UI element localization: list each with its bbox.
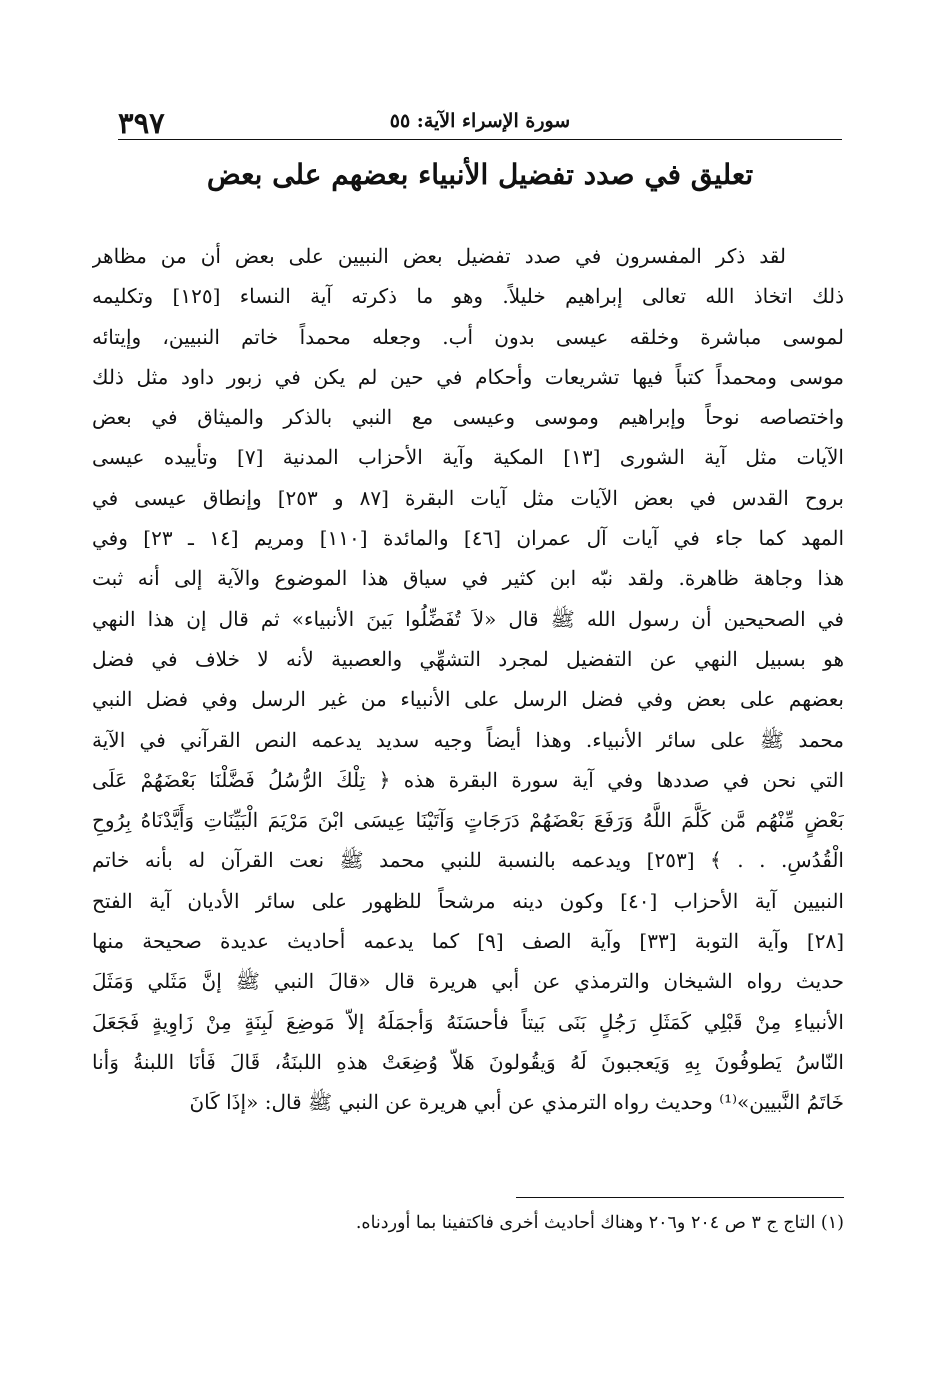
footnote-rule bbox=[516, 1197, 844, 1198]
body-line: التي نحن في صددها وفي آية سورة البقرة هذه ﴿ تِلْكَ الرُّسُلُ فَضَّلْنَا بَعْضَهُمْ عَلَى bbox=[92, 767, 844, 792]
body-line: حديث رواه الشيخان والترمذي عن أبي هريرة قال «قالَ النبي ﷺ إنَّ مَثَلي وَمَثَلَ bbox=[92, 969, 844, 994]
footnote: (١) التاج ج ٣ ص ٢٠٤ و٢٠٦ وهناك أحاديث أخرى فاكتفينا بما أوردناه. bbox=[355, 1213, 844, 1233]
page-header bbox=[118, 96, 842, 140]
body-line: بعضهم على بعض وفي فضل الرسل على الأنبياء من غير الرسل وفي فضل النبي bbox=[92, 687, 844, 712]
running-head: سورة الإسراء الآية: ٥٥ bbox=[389, 110, 571, 132]
body-line: الْقُدُسِ. . . ﴾ [٢٥٣] ويدعمه بالنسبة للنبي محمد ﷺ نعت القرآن له بأنه خاتم bbox=[92, 848, 844, 873]
body-line: لقد ذكر المفسرون في صدد تفضيل بعض النبيين على بعض أن من مظاهر bbox=[92, 244, 786, 268]
header-rule bbox=[118, 139, 842, 140]
body-line: النّاسُ يَطوفُونَ بِهِ وَيَعجبونَ لَهُ وَيقُولونَ هَلاّ وُضِعَتْ هذهِ اللبنَةُ، قَالَ فَأنَا اللبنةُ وَأنا bbox=[92, 1049, 844, 1074]
body-line: النبيين آية الأحزاب [٤٠] وكون دينه مرشحاً للظهور على سائر الأديان آية الفتح bbox=[92, 888, 844, 913]
body-line: محمد ﷺ على سائر الأنبياء. وهذا أيضاً وجيه سديد يدعمه النص القرآني في الآية bbox=[92, 727, 844, 752]
body-line: لموسى مباشرة وخلقه عيسى بدون أب. وجعله محمداً خاتم النبيين، وإيتائه bbox=[92, 324, 844, 349]
body-line: ذلك اتخاذ الله تعالى إبراهيم خليلاً. وهو ما ذكرته آية النساء [١٢٥] وتكليمه bbox=[92, 284, 844, 309]
body-line: في الصحيحين أن رسول الله ﷺ قال «لاَ تُفَضِّلُوا بَينَ الأنبياء» ثم قال إن هذا النهي bbox=[92, 606, 844, 631]
section-heading: تعليق في صدد تفضيل الأنبياء بعضهم على بعض bbox=[206, 158, 754, 191]
body-line: هو بسبيل النهي عن التفضيل لمجرد التشهِّي والعصبية لأنه لا خلاف في فضل bbox=[92, 646, 844, 671]
body-line: موسى ومحمداً كتباً فيها تشريعات وأحكام في حين لم يكن في زبور داود مثل ذلك bbox=[92, 364, 844, 389]
body-line: هذا وجاهة ظاهرة. ولقد نبّه ابن كثير في سياق هذا الموضوع والآية إلى أنه ثبت bbox=[92, 566, 844, 591]
page-number: ٣٩٧ bbox=[118, 106, 165, 140]
body-line: الآيات مثل آية الشورى [١٣] المكية وآية الأحزاب المدنية [٧] وتأييده عيسى bbox=[92, 445, 844, 470]
body-line: الأنبياءِ مِنْ قَبْلِي كَمَثَلِ رَجُلٍ بَنَى بَيتاً فأحسَنَهُ وَأجمَلَهُ إلاّ مَوضِعَ لَبِنَةٍ مِنْ زَاوِيةٍ فَجَعَلَ bbox=[92, 1009, 844, 1034]
body-line: واختصاصه نوحاً وإبراهيم وموسى وعيسى مع النبي بالذكر والميثاق في بعض bbox=[92, 405, 844, 430]
body-line: المهد كما جاء في آيات آل عمران [٤٦] والمائدة [١١٠] ومريم [١٤ ـ ٢٣] وفي bbox=[92, 526, 844, 551]
body-line: بروح القدس في بعض الآيات مثل آيات البقرة [٨٧ و ٢٥٣] وإنطاق عيسى في bbox=[92, 485, 844, 510]
body-line: بَعْضٍ مِّنْهُم مَّن كَلَّمَ اللَّهُ وَرَفَعَ بَعْضَهُمْ دَرَجَاتٍ وَآتَيْنَا عِيسَى ابْنَ مَرْيَمَ الْبَيِّنَاتِ وَأَيَّدْنَاهُ بِرُوحِ bbox=[92, 808, 844, 833]
body-line: [٢٨] وآية التوبة [٣٣] وآية الصف [٩] كما يدعمه أحاديث عديدة صحيحة منها bbox=[92, 929, 844, 954]
body-line: خَاتَمُ النَّبيين»⁽¹⁾ وحديث رواه الترمذي عن أبي هريرة عن النبي ﷺ قال: «إذَا كَانَ bbox=[189, 1090, 844, 1115]
body-text bbox=[92, 236, 844, 1123]
